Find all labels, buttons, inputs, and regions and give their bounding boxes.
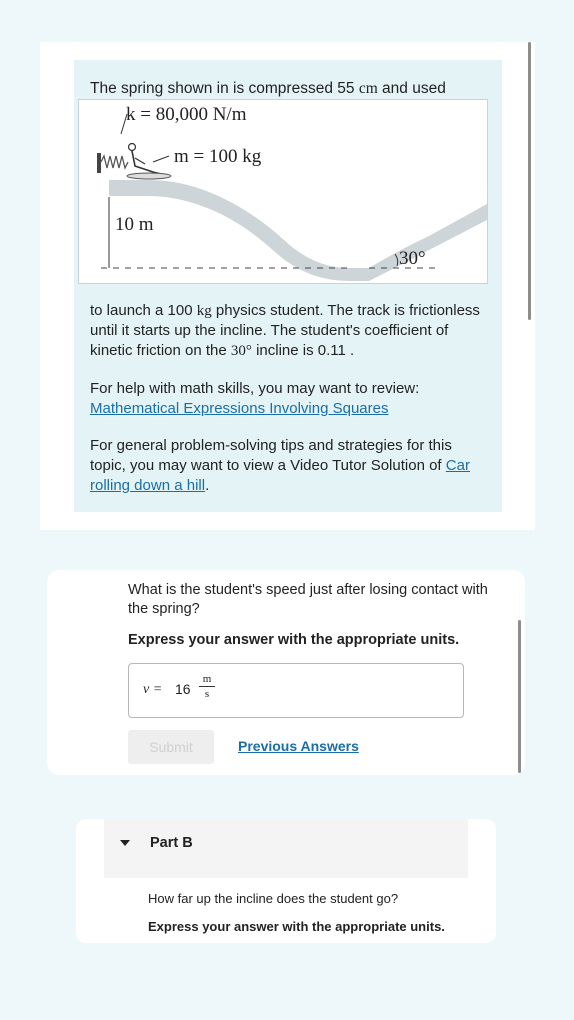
part-a-card	[47, 570, 525, 775]
problem-card	[40, 42, 535, 530]
answer-input-box[interactable]	[128, 663, 464, 718]
height-label: 10 m	[115, 214, 154, 235]
m-pointer-line	[153, 156, 169, 162]
problem-statement	[74, 60, 502, 512]
part-b-label: Part B	[150, 835, 193, 851]
part-a-instruction: Express your answer with the appropriate units.	[128, 632, 460, 648]
student-figure	[127, 144, 171, 180]
track-surface	[109, 180, 487, 281]
spring-constant-label: k = 80,000 N/m	[126, 104, 247, 125]
part-b-header[interactable]	[104, 819, 468, 878]
answer-variable: v =	[143, 682, 163, 697]
problem-intro: The spring shown in is compressed 55 cm and used	[90, 80, 446, 97]
part-a-scrollbar[interactable]	[518, 620, 521, 773]
fraction-bar	[199, 686, 215, 687]
video-tutor-link[interactable]: Car rolling down a hill	[90, 457, 470, 494]
mass-label: m = 100 kg	[174, 146, 262, 167]
math-help: For help with math skills, you may want to review: Mathematical Expressions Involving Squares	[90, 380, 420, 417]
part-b-instruction: Express your answer with the appropriate units.	[148, 919, 445, 934]
part-b-card	[76, 819, 496, 943]
math-help-link[interactable]: Mathematical Expressions Involving Squares	[90, 400, 389, 417]
collapse-triangle-icon[interactable]	[120, 840, 130, 846]
answer-value: 16	[175, 681, 191, 697]
spring-track-figure	[78, 99, 488, 284]
tips-help: For general problem-solving tips and strategies for this topic, you may want to view a Video Tutor Solution of Car rolling down a hill.	[90, 437, 470, 494]
submit-button[interactable]: Submit	[128, 730, 214, 764]
angle-label: 30°	[399, 248, 426, 269]
page-scrollbar[interactable]	[528, 42, 531, 320]
answer-unit: m s	[199, 673, 215, 700]
track-diagram	[79, 100, 487, 283]
previous-answers-link[interactable]: Previous Answers	[238, 738, 359, 754]
part-a-question: What is the student's speed just after losing contact with the spring?	[128, 582, 488, 617]
problem-description: to launch a 100 kg physics student. The track is frictionless until it starts up the incline. The student's coefficient of kinetic friction on the 30° incline is 0.11 .	[90, 302, 480, 359]
spring-wall	[97, 153, 101, 173]
part-b-question: How far up the incline does the student go?	[148, 891, 399, 906]
spring-coil	[101, 156, 128, 168]
